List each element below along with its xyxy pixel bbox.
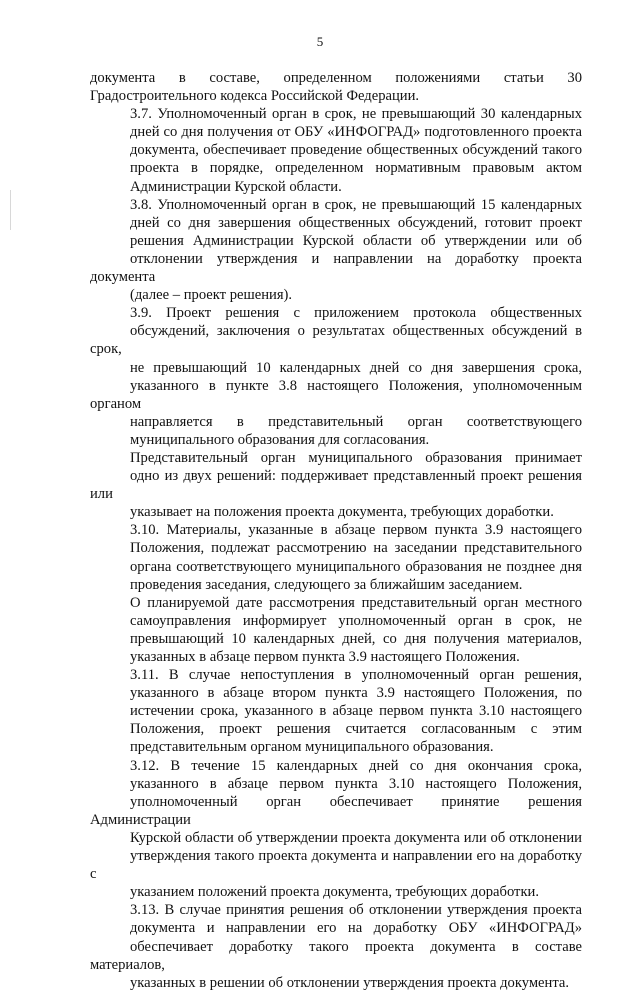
text-line: одно из двух решений: поддерживает представленный проект решения или — [90, 468, 582, 503]
text-line: Курской области об утверждении проекта документа или об отклонении — [130, 829, 582, 846]
text-line: Положения, подлежат рассмотрению на заседании представительного — [130, 540, 582, 557]
paragraph-representative-body — [90, 449, 582, 521]
text-line: самоуправления информирует уполномоченный орган в срок, не — [130, 612, 582, 629]
text-line: проведения заседания, следующего за ближайшим заседанием. — [130, 576, 523, 593]
text-line: 3.10. Материалы, указанные в абзаце первом пункта 3.9 настоящего — [130, 522, 582, 539]
text-line: направляется в представительный орган соответствующего — [130, 413, 582, 430]
paragraph-3-7 — [90, 105, 582, 195]
text-line: Представительный орган муниципального образования принимает — [130, 449, 582, 466]
scan-artifact-line — [10, 190, 11, 230]
text-line: (далее – проект решения). — [130, 287, 293, 304]
paragraph-continuation — [90, 69, 582, 105]
text-line: представительным органом муниципального образования. — [130, 739, 494, 756]
document-body — [90, 69, 582, 992]
paragraph-3-9 — [90, 304, 582, 449]
text-line: 3.11. В случае непоступления в уполномоченный орган решения, — [130, 667, 582, 684]
text-line: 3.7. Уполномоченный орган в срок, не превышающий 30 календарных — [130, 106, 582, 123]
text-line: документа в составе, определенном положениями статьи 30 — [90, 70, 582, 86]
text-line: обеспечивает доработку такого проекта документа в составе материалов, — [90, 938, 582, 973]
text-line: уполномоченный орган обеспечивает принятие решения Администрации — [90, 793, 582, 828]
paragraph-3-10 — [90, 521, 582, 593]
text-line: обсуждений, заключения о результатах общественных обсуждений в срок, — [90, 323, 582, 358]
text-line: указывает на положения проекта документа, требующих доработки. — [130, 504, 554, 521]
text-line: не превышающий 10 календарных дней со дня завершения срока, — [130, 359, 582, 376]
text-line: указанных в абзаце первом пункта 3.9 настоящего Положения. — [130, 649, 520, 665]
text-line: указанного в абзаце втором пункта 3.9 настоящего Положения, по — [130, 685, 582, 702]
text-line: отклонении утверждения и направлении на доработку проекта документа — [90, 250, 582, 286]
text-line: органа соответствующего муниципального образования не позднее дня — [130, 558, 582, 575]
page-number: 5 — [316, 34, 324, 49]
text-line: муниципального образования для согласования. — [130, 431, 430, 448]
paragraph-3-11 — [90, 666, 582, 756]
text-line: утверждения такого проекта документа и направлении его на доработку с — [90, 848, 582, 883]
text-line: проекта в порядке, определенном нормативным правовым актом — [130, 160, 582, 177]
paragraph-planned-date — [90, 594, 582, 666]
text-line: 3.9. Проект решения с приложением протокола общественных — [130, 305, 582, 322]
text-line: Положения, проект решения считается согласованным с этим — [130, 721, 582, 738]
text-line: 3.13. В случае принятия решения об отклонении утверждения проекта — [130, 902, 582, 919]
text-line: Градостроительного кодекса Российской Федерации. — [90, 88, 420, 105]
text-line: превышающий 10 календарных дней, со дня получения материалов, — [130, 630, 582, 647]
paragraph-3-8 — [90, 196, 582, 305]
text-line: документа и направлении его на доработку ОБУ «ИНФОГРАД» — [130, 920, 582, 937]
text-line: указанного в пункте 3.8 настоящего Положения, уполномоченным органом — [90, 377, 582, 412]
text-line: дней со дня завершения общественных обсуждений, готовит проект — [130, 214, 582, 231]
text-line: 3.12. В течение 15 календарных дней со дня окончания срока, — [130, 757, 582, 774]
text-line: указанных в решении об отклонении утверждения проекта документа. — [130, 974, 570, 991]
text-line: 3.8. Уполномоченный орган в срок, не превышающий 15 календарных — [130, 196, 582, 213]
text-line: О планируемой дате рассмотрения представительный орган местного — [130, 594, 582, 611]
text-line: Администрации Курской области. — [130, 178, 342, 195]
text-line: истечении срока, указанного в абзаце первом пункта 3.10 настоящего — [130, 703, 582, 720]
text-line: указанием положений проекта документа, требующих доработки. — [130, 884, 539, 901]
text-line: дней со дня получения от ОБУ «ИНФОГРАД» подготовленного проекта — [130, 124, 582, 141]
paragraph-3-13 — [90, 901, 582, 991]
paragraph-3-12 — [90, 757, 582, 902]
text-line: решения Администрации Курской области об утверждении или об — [130, 232, 582, 249]
text-line: указанного в абзаце первом пункта 3.10 настоящего Положения, — [130, 775, 582, 792]
text-line: документа, обеспечивает проведение общественных обсуждений такого — [130, 142, 582, 159]
